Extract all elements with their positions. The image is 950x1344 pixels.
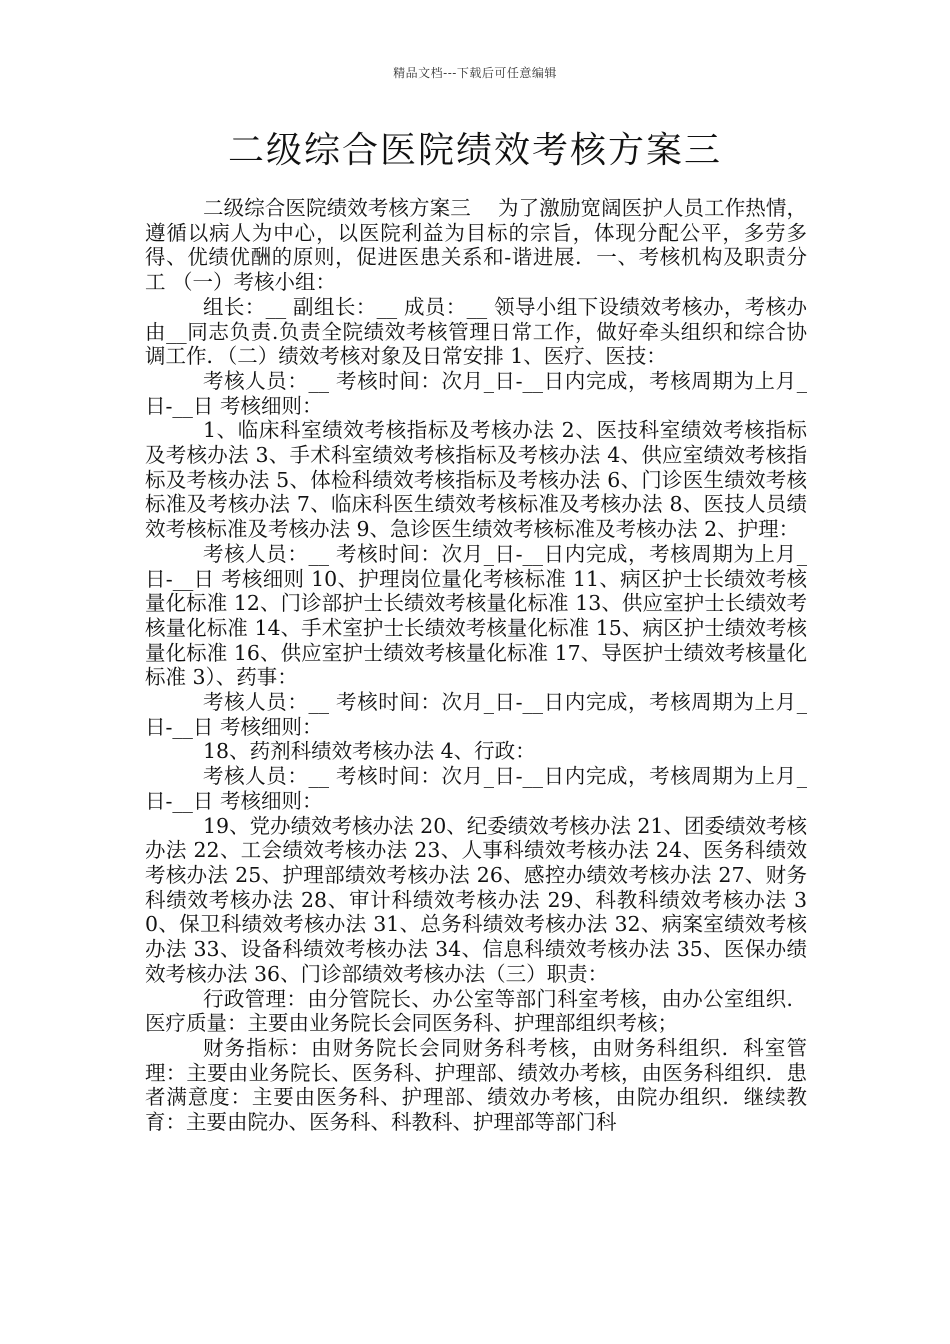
body-paragraph: 19、党办绩效考核办法 20、纪委绩效考核办法 21、团委绩效考核办法 22、工会绩效考核办法 23、人事科绩效考核办法 24、医务科绩效考核办法 25、护理部绩效考核办法 26、感控办绩效考核办法 27、财务科绩效考核办法 28、审计科绩效考核办法 29、科教科绩效考核办法 30、保卫科绩效考核办法 31、总务科绩效考核办法 32、病案室绩效考核办法 33、设备科绩效考核办法 34、信息科绩效考核办法 35、医保办绩效考核办法 36、门诊部绩效考核办法（三）职责：: [145, 813, 807, 986]
body-paragraph: 考核人员：__ 考核时间：次月_日-__日内完成，考核周期为上月_日-__日 考核细则：: [145, 690, 807, 739]
body-paragraph: 18、药剂科绩效考核办法 4、行政：: [203, 739, 536, 764]
body-paragraph: 组长：__ 副组长：__ 成员：__ 领导小组下设绩效考核办，考核办由__同志负责.负责全院绩效考核管理日常工作，做好牵头组织和综合协调工作．（二）绩效考核对象及日常安排 1、医疗、医技：: [145, 294, 807, 369]
body-paragraph: 二级综合医院绩效考核方案三 为了激励宽阔医护人员工作热情，遵循以病人为中心，以医院利益为目标的宗旨，体现分配公平，多劳多得、优绩优酬的原则，促进医患关系和-谐进展．一、考核机构及职责分工 （一）考核小组：: [145, 196, 807, 295]
page-header-note: 精品文档---下载后可任意编辑: [393, 66, 557, 80]
body-paragraph: 考核人员：__ 考核时间：次月_日-__日内完成，考核周期为上月_日-__日 考核细则：: [145, 368, 807, 418]
body-paragraph: 考核人员：__ 考核时间：次月_日-__日内完成，考核周期为上月_日-__日 考核细则：: [145, 764, 807, 813]
document-title: 二级综合医院绩效考核方案三: [227, 130, 722, 171]
body-paragraph: 1、临床科室绩效考核指标及考核办法 2、医技科室绩效考核指标及考核办法 3、手术科室绩效考核指标及考核办法 4、供应室绩效考核指标及考核办法 5、体检科绩效考核指标及考核办法 6、门诊医生绩效考核标准及考核办法 7、临床科医生绩效考核标准及考核办法 8、医技人员绩效考核标准及考核办法 9、急诊医生绩效考核标准及考核办法 2、护理：: [145, 418, 807, 542]
body-paragraph: 考核人员：__ 考核时间：次月_日-__日内完成，考核周期为上月_日-__日 考核细则 10、护理岗位量化考核标准 11、病区护士长绩效考核量化标准 12、门诊部护士长绩效考核量化标准 13、供应室护士长绩效考核量化标准 14、手术室护士长绩效考核量化标准 15、病区护士绩效考核量化标准 16、供应室护士绩效考核量化标准 17、导医护士绩效考核量化标准 3）、药事：: [145, 541, 807, 690]
body-paragraph: 行政管理：由分管院长、办公室等部门科室考核，由办公室组织．医疗质量：主要由业务院长会同医务科、护理部组织考核；: [145, 986, 807, 1036]
document-body: [145, 196, 807, 1135]
body-paragraph: 财务指标：由财务院长会同财务科考核，由财务科组织．科室管理：主要由业务院长、医务科、护理部、绩效办考核，由医务科组织．患者满意度：主要由医务科、护理部、绩效办考核，由院办组织．继续教育：主要由院办、医务科、科教科、护理部等部门科: [145, 1035, 807, 1135]
